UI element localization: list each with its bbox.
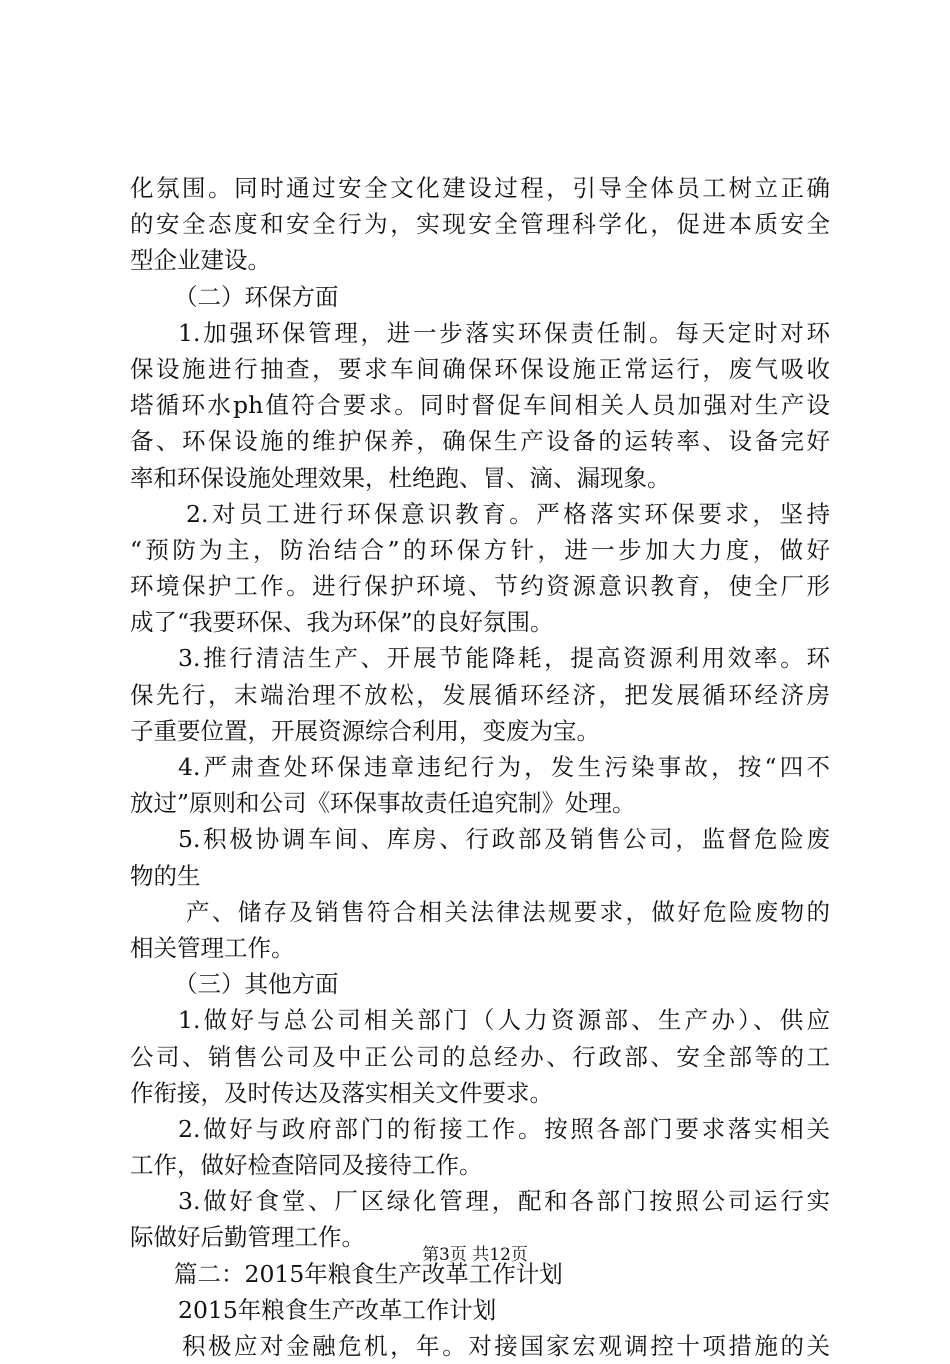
body-text [130,170,830,1364]
text-line: 率和环保设施处理效果，杜绝跑、冒、滴、漏现象。 [130,463,671,492]
text-line: 3.做好食堂、厂区绿化管理，配和各部门按照公司运行实 [178,1187,830,1216]
text-line: 成了“我要环保、我为环保”的良好氛围。 [130,608,554,637]
page-footer: 第3页 共12页 [422,1245,528,1265]
text-line: 型企业建设。 [130,246,271,275]
text-line: 2.对员工进行环保意识教育。严格落实环保要求，坚持 [186,499,830,528]
text-line: 5.积极协调车间、库房、行政部及销售公司，监督危险废 [178,825,830,854]
text-line: （三）其他方面 [174,970,339,999]
text-line: （二）环保方面 [174,282,339,311]
text-line: 工作，做好检查陪同及接待工作。 [130,1151,483,1180]
text-line: 积极应对金融危机，年。对接国家宏观调控十项措施的关 [182,1332,830,1360]
text-line: 保设施进行抽查，要求车间确保环保设施正常运行，废气吸收 [130,354,830,383]
text-line: 际做好后勤管理工作。 [130,1223,365,1252]
text-line: 作衔接，及时传达及落实相关文件要求。 [130,1078,553,1107]
text-line: 物的生 [130,861,201,890]
text-line: 相关管理工作。 [130,933,295,962]
text-line: 备、环保设施的维护保养，确保生产设备的运转率、设备完好 [130,427,830,456]
text-line: 子重要位置，开展资源综合利用，变废为宝。 [130,716,600,745]
text-line: 环境保护工作。进行保护环境、节约资源意识教育，使全厂形 [130,572,830,601]
text-line: 1.加强环保管理，进一步落实环保责任制。每天定时对环 [178,318,830,347]
text-line: 放过”原则和公司《环保事故责任追究制》处理。 [130,789,636,818]
text-line: 保先行，末端治理不放松，发展循环经济，把发展循环经济房 [130,680,830,709]
text-line: 4.严肃查处环保违章违纪行为，发生污染事故，按“四不 [178,753,830,781]
text-line: “预防为主，防治结合”的环保方针，进一步加大力度，做好 [130,535,830,564]
text-line: 1.做好与总公司相关部门（人力资源部、生产办）、供应 [178,1006,830,1035]
text-line: 2.做好与政府部门的衔接工作。按照各部门要求落实相关 [178,1114,830,1143]
text-line: 化氛围。同时通过安全文化建设过程，引导全体员工树立正确 [130,174,830,202]
text-line: 塔循环水ph值符合要求。同时督促车间相关人员加强对生产设 [130,391,830,420]
text-line: 的安全态度和安全行为，实现安全管理科学化，促进本质安全 [130,210,830,239]
text-line: 公司、销售公司及中正公司的总经办、行政部、安全部等的工 [130,1042,830,1071]
text-line: 2015年粮食生产改革工作计划 [178,1295,497,1324]
text-line: 篇二：2015年粮食生产改革工作计划 [174,1259,563,1288]
text-line: 产、储存及销售符合相关法律法规要求，做好危险废物的 [186,897,830,926]
text-line: 3.推行清洁生产、开展节能降耗，提高资源利用效率。环 [178,644,830,673]
